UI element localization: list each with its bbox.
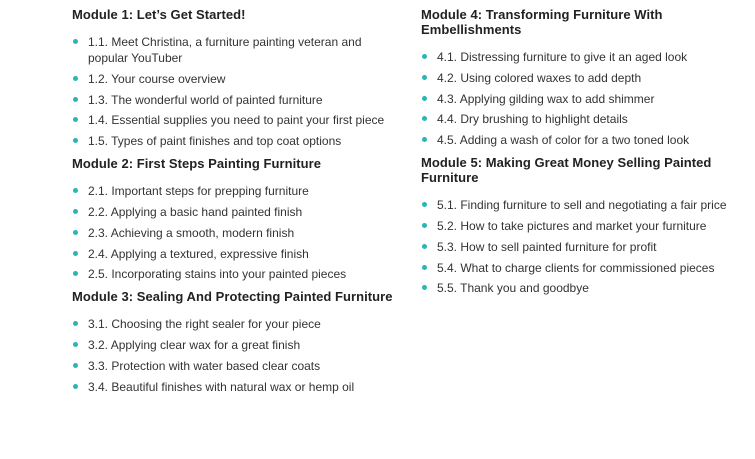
- lesson-item: [421, 260, 751, 276]
- bullet-icon: [422, 223, 427, 228]
- lesson-item: [421, 218, 751, 234]
- lesson-label: 1.3. The wonderful world of painted furniture: [88, 92, 323, 107]
- lesson-item: [72, 71, 402, 87]
- lesson-label: 2.5. Incorporating stains into your painted pieces: [88, 267, 347, 282]
- lesson-label: 5.2. How to take pictures and market your furniture: [437, 218, 707, 233]
- bullet-icon: [422, 202, 427, 207]
- lesson-item: [72, 379, 402, 395]
- bullet-icon: [73, 97, 78, 102]
- lesson-label: 1.5. Types of paint finishes and top coat options: [88, 134, 342, 149]
- lesson-list: [421, 49, 751, 148]
- bullet-icon: [73, 138, 78, 143]
- module-2: [72, 156, 402, 282]
- lesson-item: [421, 111, 751, 127]
- module-title: Module 5: Making Great Money Selling Painted Furniture: [421, 155, 712, 186]
- lesson-label: 4.1. Distressing furniture to give it an aged look: [437, 50, 688, 64]
- lesson-label: 1.1. Meet Christina, a furniture painting veteran and popular YouTuber: [88, 35, 362, 65]
- lesson-label: 1.4. Essential supplies you need to paint your first piece: [88, 113, 385, 128]
- lesson-list: [421, 197, 751, 296]
- lesson-label: 2.3. Achieving a smooth, modern finish: [88, 225, 295, 240]
- bullet-icon: [73, 76, 78, 81]
- bullet-icon: [73, 384, 78, 389]
- bullet-icon: [73, 363, 78, 368]
- bullet-icon: [73, 321, 78, 326]
- lesson-list: [72, 183, 402, 282]
- lesson-item: [72, 34, 402, 66]
- bullet-icon: [422, 244, 427, 249]
- lesson-item: [421, 49, 751, 65]
- lesson-label: 4.5. Adding a wash of color for a two toned look: [437, 133, 690, 148]
- lesson-label: 4.2. Using colored waxes to add depth: [437, 70, 642, 85]
- lesson-item: [72, 266, 402, 282]
- bullet-icon: [422, 265, 427, 270]
- lesson-item: [72, 204, 402, 220]
- bullet-icon: [73, 271, 78, 276]
- bullet-icon: [422, 75, 427, 80]
- module-3: [72, 289, 402, 394]
- lesson-label: 5.4. What to charge clients for commissioned pieces: [437, 260, 715, 275]
- lesson-item: [72, 92, 402, 108]
- lesson-list: [72, 316, 402, 394]
- lesson-label: 2.1. Important steps for prepping furniture: [88, 184, 309, 199]
- lesson-item: [72, 316, 402, 332]
- bullet-icon: [73, 230, 78, 235]
- module-title: Module 1: Let’s Get Started!: [72, 7, 246, 22]
- bullet-icon: [422, 54, 427, 59]
- lesson-label: 5.5. Thank you and goodbye: [437, 281, 589, 296]
- lesson-label: 3.4. Beautiful finishes with natural wax or hemp oil: [88, 379, 355, 394]
- lesson-label: 3.1. Choosing the right sealer for your piece: [88, 317, 321, 332]
- bullet-icon: [422, 116, 427, 121]
- bullet-icon: [73, 117, 78, 122]
- lesson-item: [421, 70, 751, 86]
- bullet-icon: [73, 188, 78, 193]
- lesson-label: 5.3. How to sell painted furniture for profit: [437, 239, 657, 254]
- lesson-item: [421, 197, 751, 213]
- lesson-label: 1.2. Your course overview: [88, 71, 226, 86]
- lesson-item: [72, 183, 402, 199]
- bullet-icon: [73, 39, 78, 44]
- lesson-label: 4.4. Dry brushing to highlight details: [437, 112, 628, 127]
- lesson-label: 2.2. Applying a basic hand painted finish: [88, 204, 303, 219]
- lesson-item: [72, 112, 402, 128]
- lesson-item: [72, 246, 402, 262]
- lesson-item: [421, 239, 751, 255]
- bullet-icon: [422, 285, 427, 290]
- module-title: Module 4: Transforming Furniture With Embellishments: [421, 7, 663, 37]
- module-title: Module 2: First Steps Painting Furniture: [72, 156, 322, 172]
- curriculum-left-column: [72, 7, 402, 402]
- lesson-label: 3.3. Protection with water based clear coats: [88, 358, 321, 373]
- module-5: [421, 155, 751, 296]
- lesson-item: [72, 337, 402, 353]
- bullet-icon: [422, 137, 427, 142]
- lesson-item: [72, 358, 402, 374]
- module-1: [72, 7, 402, 149]
- lesson-item: [421, 280, 751, 296]
- bullet-icon: [73, 251, 78, 256]
- lesson-label: 4.3. Applying gilding wax to add shimmer: [437, 91, 655, 106]
- module-4: [421, 7, 751, 148]
- curriculum-right-column: [421, 7, 751, 303]
- module-title: Module 3: Sealing And Protecting Painted Furniture: [72, 289, 393, 305]
- lesson-list: [72, 34, 402, 149]
- lesson-label: 5.1. Finding furniture to sell and negotiating a fair price: [437, 198, 727, 213]
- bullet-icon: [73, 209, 78, 214]
- lesson-item: [421, 132, 751, 148]
- lesson-item: [72, 133, 402, 149]
- bullet-icon: [73, 342, 78, 347]
- lesson-item: [72, 225, 402, 241]
- lesson-item: [421, 91, 751, 107]
- bullet-icon: [422, 96, 427, 101]
- lesson-label: 2.4. Applying a textured, expressive finish: [88, 246, 309, 261]
- lesson-label: 3.2. Applying clear wax for a great finish: [88, 338, 301, 353]
